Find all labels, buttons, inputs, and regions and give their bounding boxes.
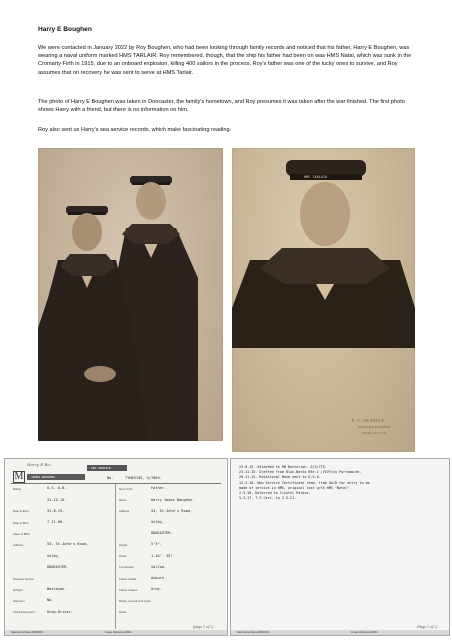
handwritten-name-note: Harry E Bo... xyxy=(27,462,54,467)
record-field-value: Sallow. xyxy=(151,564,167,569)
record-field-value: Selby, xyxy=(151,520,164,524)
record-field-value: O.S. A.B. xyxy=(47,486,67,491)
photo-harry-with-friend xyxy=(38,148,223,441)
record-field-label: Height xyxy=(119,543,128,547)
photo-harry-portrait xyxy=(232,148,415,452)
record-no-value: TYNE5155, S/7003. xyxy=(125,476,162,480)
record-field-label: Colour of Eyes xyxy=(119,587,138,592)
record-field-label: Notes xyxy=(119,610,127,615)
record-field-value: 31.8.15. xyxy=(47,508,65,513)
record-field-value: No. xyxy=(47,598,54,603)
paragraph-records-note: Roy also sent us Harry's sea service records, which make fascinating reading. xyxy=(38,127,232,133)
photo-two-sailors-illustration xyxy=(38,148,223,441)
record-entry-line: 20.11.15. Rotational Base sent to D.S.O. xyxy=(239,475,321,480)
record-entry-line: 23.8.15. Attached to RN Battalion. 5/3/775. xyxy=(239,465,327,469)
record-field-value: 7.11.90. xyxy=(47,520,65,524)
record-field-label: Address xyxy=(119,509,130,514)
paragraph-photo-note: The photo of Harry E Boughen was taken in Doncaster, the family's hometown, and Roy presumes it was taken after the war finished. The first photo shows Harry with a friend, but there is no information on him. xyxy=(38,99,405,114)
record-field-value: DONCASTER. xyxy=(151,531,173,536)
record-rule xyxy=(11,483,221,484)
cap-band-text: HMS TARLAIR xyxy=(304,175,328,179)
record-entry-line: 5.3.17. T.S Cert. to 2.5.21. xyxy=(239,496,297,501)
record-field-label: Place of Birth xyxy=(13,531,30,536)
record-entry-line: made of service in HMS, original lost w/th HMS "Natal". xyxy=(239,485,352,490)
page-note-2: (Page 2 of 2) xyxy=(417,625,438,629)
record-no-label: No. xyxy=(107,476,114,480)
record-field-value: 5'5". xyxy=(151,542,162,547)
record-field-label: Chest xyxy=(119,554,127,559)
record-field-value: 53, St.John's Road, xyxy=(47,542,89,547)
record-field-label: Swimmer xyxy=(13,599,25,603)
archive-ref-2: National Archives ADM/20/1 xyxy=(237,631,270,634)
record-name-block: JAMES BOUGHEN xyxy=(31,475,55,479)
record-field-value: Grey. xyxy=(151,587,162,592)
image-ref-2: Image Reference 0904 xyxy=(351,631,378,634)
image-ref: Image Reference 0904 xyxy=(105,631,132,634)
record-field-value: 53, St.John's Road, xyxy=(151,508,193,513)
record-field-label: Name xyxy=(119,498,127,503)
record-field-value: Selby, xyxy=(47,553,60,558)
record-field-value: Wesleyan. xyxy=(47,587,67,592)
service-record-page-2 xyxy=(230,458,450,636)
record-field-label: Rating xyxy=(13,487,22,491)
record-field-label: Religion xyxy=(13,587,24,592)
record-field-value: Father. xyxy=(151,486,167,491)
studio-stamp-town: DONCASTER xyxy=(362,431,387,435)
paragraph-intro: We were contacted in January 2022 by Roy Boughen, who had been looking through family records and noticed that his father, Harry E Boughen, was wearing a naval uniform marked HMS TARLAIR. Roy remembered, though, that the ship his father had been on was HMS Natal, which was sunk in the Cromarty Firth in 1915, due to an onboard explosion, killing 400 sailors in the process. Roy's father was one of the lucky ones to survive, and Roy assumes that on recovery he was sent to serve at HMS Tarlair. xyxy=(38,45,412,76)
record-field-label: Date of Birth xyxy=(13,520,29,525)
record-field-label: Previous Service xyxy=(13,576,34,581)
archive-ref: National Archives ADM/20/1 xyxy=(11,631,44,634)
sea-service-label: SEA SERVICE xyxy=(91,466,111,470)
article-heading: Harry E Boughen xyxy=(38,26,92,33)
record-field-label: Address xyxy=(13,543,24,547)
record-field-label: Civil Employment xyxy=(13,610,35,615)
record-stamp-M: M xyxy=(14,471,24,482)
record-field-value: Drop.Driver. xyxy=(47,609,73,614)
record-field-label: Colour of Hair xyxy=(119,576,137,581)
record-field-value: Harry James Boughen. xyxy=(151,497,195,502)
photo-portrait-illustration xyxy=(232,148,415,452)
record-entry-line: 23.11.15. Drafted from Blac.Batto Bte.1 (VIVY)to Portsmouth. xyxy=(239,470,362,475)
record-entry-line: 2.3.16. Deferred to Crystal Palace. xyxy=(239,491,311,495)
record-field-value: DONCASTER. xyxy=(47,564,69,569)
record-field-label: Date of Entry xyxy=(13,509,30,514)
page-note: (page 1 of 2) xyxy=(193,625,214,629)
record-field-label: Complexion xyxy=(119,565,134,570)
record-field-value: 31.12.15. xyxy=(47,497,67,502)
service-record-page-1 xyxy=(4,458,228,636)
studio-stamp-sub: PHOTOGRAPHER xyxy=(358,425,392,429)
record-field-label: Next of Kin xyxy=(119,487,133,491)
record-field-value: 1.34". 35". xyxy=(151,553,175,558)
record-field-value: Auburn. xyxy=(151,576,167,580)
record-divider xyxy=(115,483,116,629)
record-field-label: Marks, wounds and scars xyxy=(119,599,151,603)
studio-stamp: F. J. SEAMAN. xyxy=(352,418,387,423)
record-entry-line: 12.2.16. New Service Certificate read. from A&/D for entry to be xyxy=(239,480,370,485)
